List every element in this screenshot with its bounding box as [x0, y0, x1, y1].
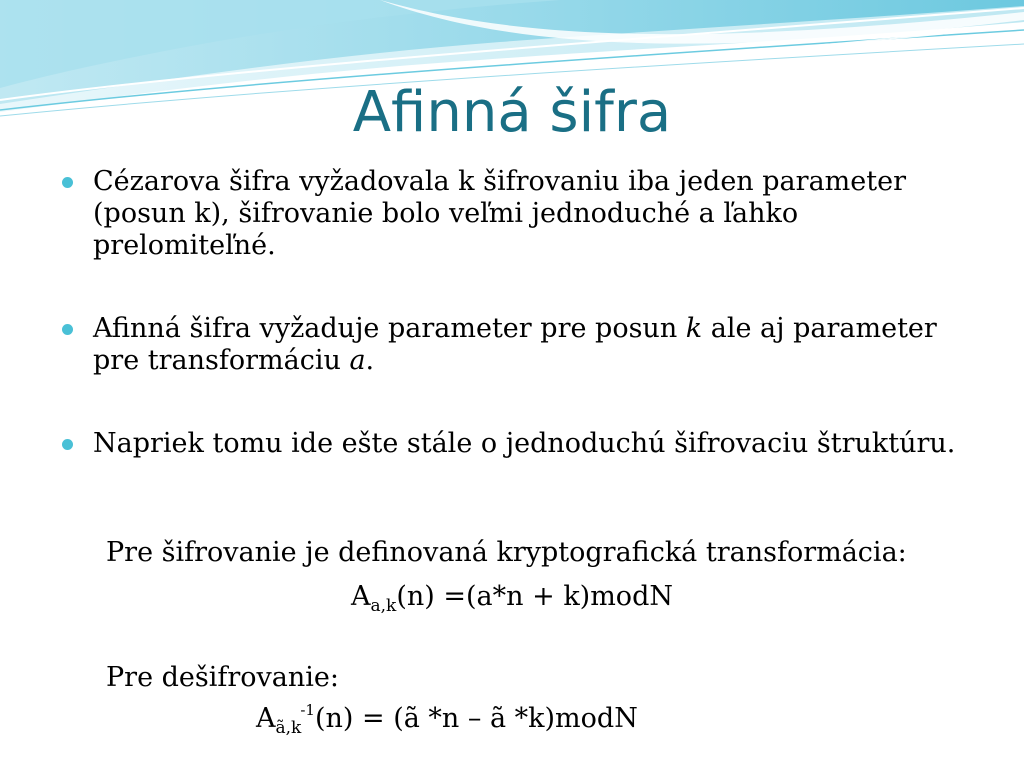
formula-superscript: -1 [300, 701, 315, 719]
slide-title: Afinná šifra [352, 80, 672, 145]
bullet-item-caesar [62, 166, 962, 262]
bullet-text-part: ale aj parameter pre transformáciu [93, 313, 937, 376]
formula-body: (n) = (ã *n – ã *k)modN [314, 703, 638, 734]
decryption-label: Pre dešifrovanie: [106, 662, 339, 693]
variable-k: k [685, 313, 703, 344]
formula-base: A [256, 703, 276, 734]
bullet-dot-icon [62, 177, 73, 188]
bullet-text-part: Afinná šifra vyžaduje parameter pre posun [93, 313, 686, 344]
bullet-item-affine [62, 313, 962, 377]
bullet-dot-icon [62, 324, 73, 335]
encryption-label: Pre šifrovanie je definovaná kryptografická transformácia: [106, 537, 907, 568]
bullet-text: Cézarova šifra vyžadovala k šifrovaniu iba jeden parameter (posun k), šifrovanie bolo veľmi jednoduché a ľahko prelomiteľné. [93, 166, 906, 261]
bullet-item-structure [62, 428, 962, 460]
formula-subscript: a,k [370, 596, 397, 616]
formula-body: (n) =(a*n + k)modN [396, 581, 673, 612]
bullet-dot-icon [62, 439, 73, 450]
bullet-text-part: . [365, 345, 375, 376]
formula-subscript: ã,k [275, 718, 302, 738]
variable-a: a [349, 345, 366, 376]
bullet-text: Napriek tomu ide ešte stále o jednoduchú šifrovaciu štruktúru. [93, 428, 956, 459]
bullet-text [93, 313, 962, 377]
decryption-formula [256, 701, 638, 738]
formula-base: A [351, 581, 371, 612]
encryption-formula [0, 581, 1024, 616]
